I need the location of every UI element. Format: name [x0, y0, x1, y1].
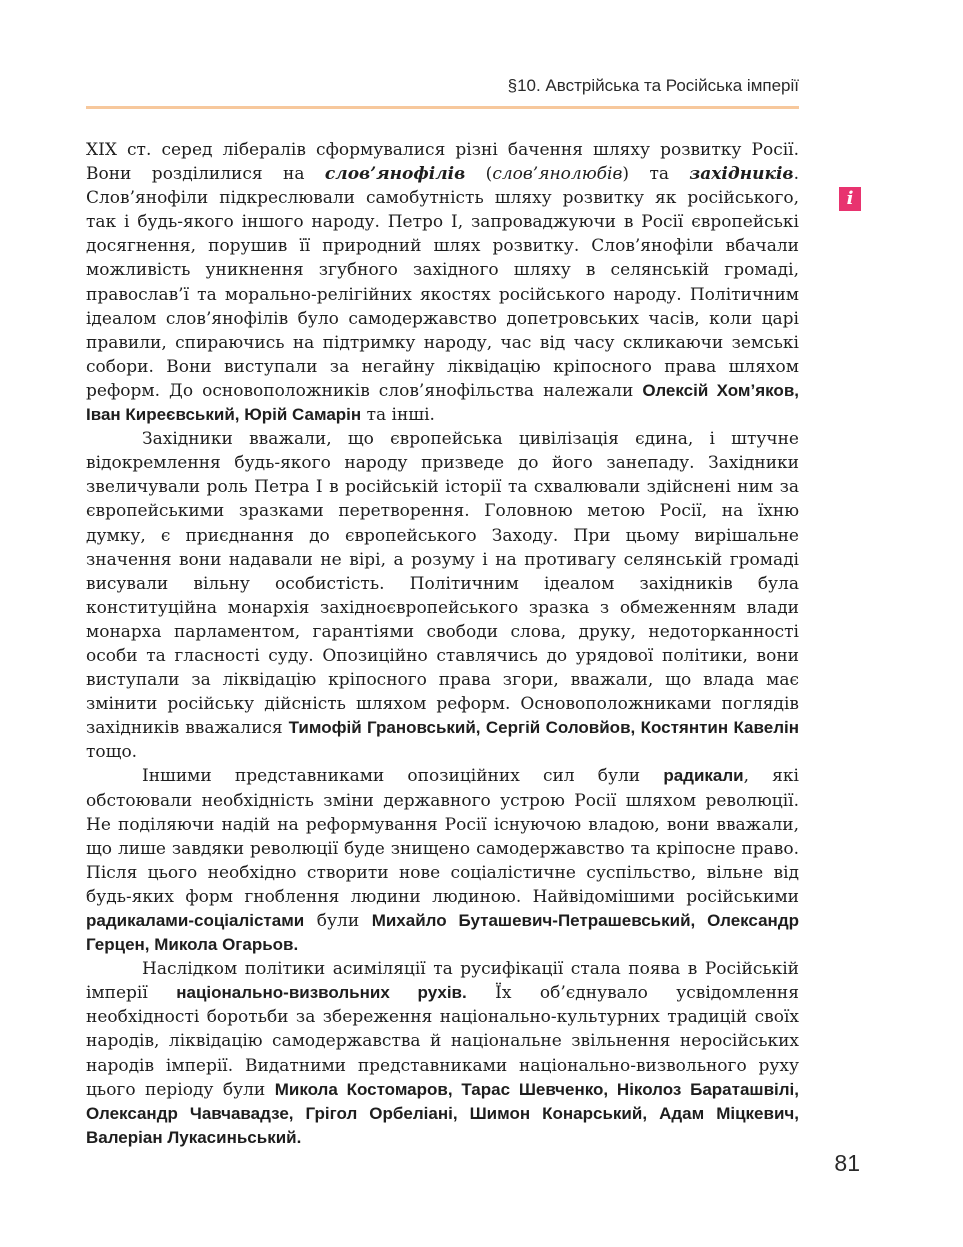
- names-radicals: Михайло Буташевич-Петрашевський, Олександр Герцен, Микола Огарьов.: [86, 911, 799, 955]
- paragraph-radicals: [86, 764, 799, 957]
- text-run: тощо.: [86, 742, 138, 763]
- info-badge-icon: i: [839, 187, 861, 211]
- text-run: ) та: [622, 164, 690, 185]
- term-radical-socialists: радикалами-соціалістами: [86, 911, 305, 930]
- term-radicals: радикали: [663, 766, 744, 786]
- text-run: були: [304, 911, 372, 931]
- term-slavophiles: слов’янофілів: [324, 164, 466, 185]
- text-run: , які обстоювали необхідність зміни державного устрою Росії шляхом революції. Не поділяючи надій на реформування Росії існуючою владою, вони вважали, що лише завдяки революції буде знищено самодержавство та кріпосне право. Після цього необхідно створити нове соціалістичне суспільство, вільне від будь-яких форм гноблення людини людиною. Найвідомішими російськими: [86, 766, 799, 907]
- names-national-movements: Микола Костомаров, Тарас Шевченко, Ніколоз Бараташвілі, Олександр Чавчавадзе, Грігол Орбеліані, Шимон Конарський, Адам Міцкевич, Валеріан Лукасиньський.: [86, 1079, 800, 1147]
- paragraph-slavophiles: [86, 138, 799, 427]
- term-national-movements: національно-визвольних рухів.: [176, 983, 467, 1003]
- text-run: Наслідком політики асиміляції та русифікації стала поява в Російській імперії: [86, 959, 799, 1004]
- page-number: 81: [834, 1150, 860, 1176]
- header-rule: [86, 106, 799, 109]
- text-run: . Слов’янофіли підкреслювали самобутність шляху розвитку як російського, так і будь-якого іншого народу. Петро I, запроваджуючи в Росії європейські досягнення, порушив її природний шлях розвитку. Слов’янофіли вбачали можливість уникнення згубного західного шляху в селянській громаді, православ’ї та морально-релігійних якостях російського народу. Політичним ідеалом слов’янофілів було самодержавство допетровських часів, коли царі правили, спираючись на підтримку народу, час від часу скликаючи земські собори. Вони виступали за негайну ліквідацію кріпосного права шляхом реформ. До основоположників слов’янофільства належали: [86, 164, 799, 401]
- text-run: Західники вважали, що європейська цивілізація єдина, і штучне відокремлення будь-якого народу призведе до його занепаду. Західники звеличували роль Петра I в російській історії та схвалювали здійснені ним за європейськими зразками перетворення. Головною метою Росії, на їхню думку, є приєднання до європейського Заходу. При цьому вирішальне значення вони надавали не вірі, а розуму і на противагу селянській громаді висували вільну особистість. Політичним ідеалом західників була конституційна монархія західноєвропейського зразка з обмеженням влади монарха парламентом, гарантіями свободи слова, друку, недоторканності особи та гласності суду. Опозиційно ставлячись до урядової політики, вони виступали за ліквідацію кріпосного права згори, вважали, що влада має змінити російську дійсність шляхом реформ. Основоположниками поглядів західників вважалися: [86, 429, 799, 739]
- body-text: [86, 138, 799, 1150]
- term-slavophiles-synonym: слов’янолюбів: [492, 164, 623, 185]
- term-westernizers: західників: [689, 164, 794, 185]
- paragraph-national-movements: [86, 957, 799, 1150]
- text-run: та інші.: [361, 405, 435, 426]
- running-header: §10. Австрійська та Російська імперії: [507, 76, 799, 95]
- text-run: (: [465, 164, 493, 185]
- text-run: Іншими представниками опозиційних сил були: [142, 766, 664, 787]
- names-westernizers: Тимофій Грановський, Сергій Соловйов, Костянтин Кавелін: [288, 718, 799, 738]
- names-slavophiles: Олексій Хом’яков, Іван Киреєвський, Юрій Самарін: [86, 380, 799, 425]
- text-run: Їх об’єднувало усвідомлення необхідності боротьби за збереження національно-культурних традицій своїх народів, ліквідацію самодержавства й національне звільнення неросійських народів імперії. Видатними представниками національно-визвольного руху цього періоду були: [86, 983, 799, 1100]
- paragraph-westernizers: [86, 427, 799, 764]
- text-run: XIX ст. серед лібералів сформувалися різні бачення шляху розвитку Росії. Вони розділилися на: [86, 140, 799, 185]
